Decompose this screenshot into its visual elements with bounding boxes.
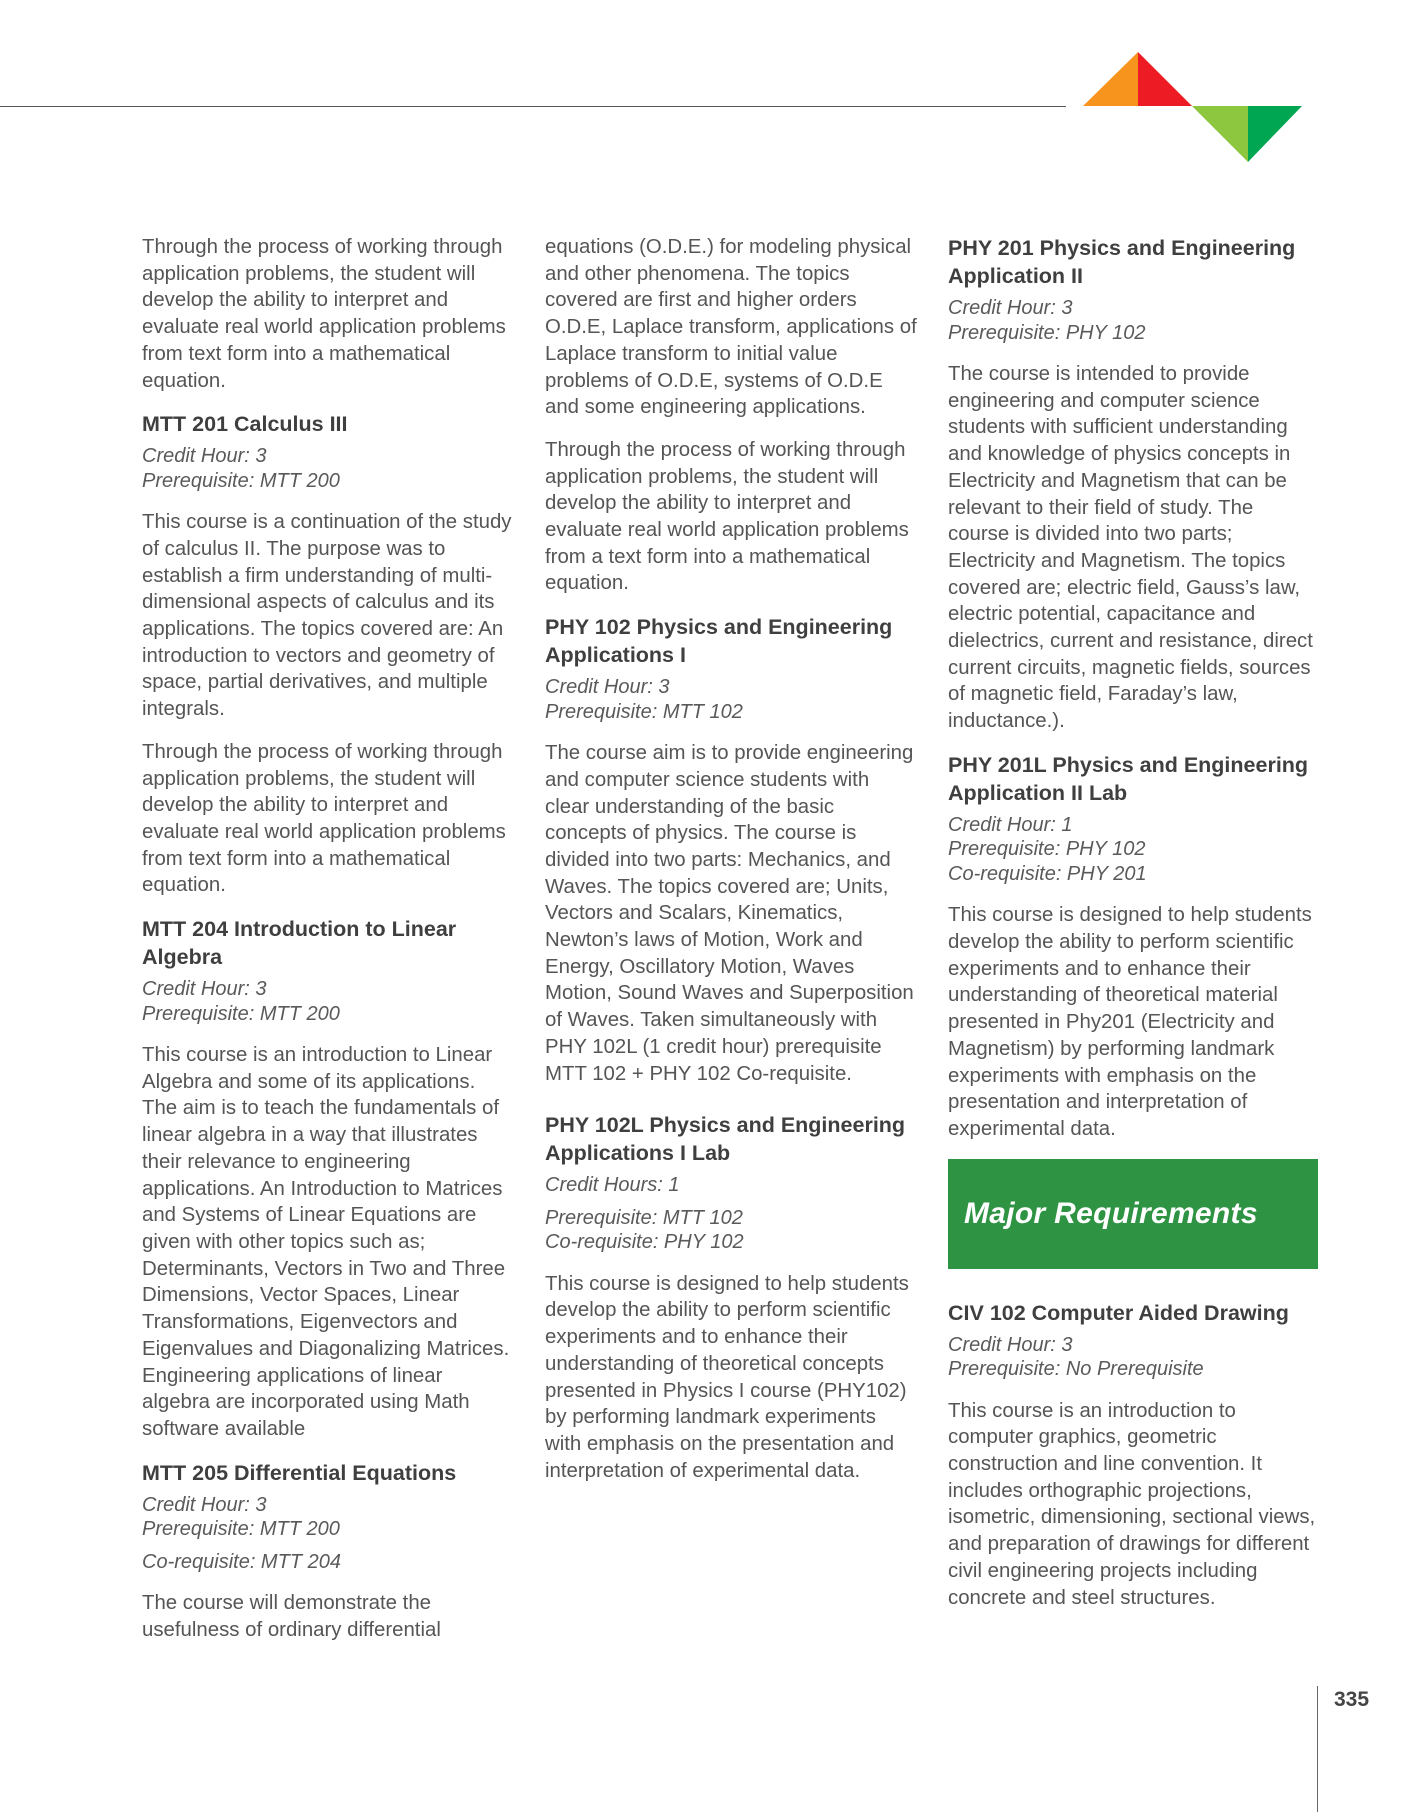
course-title-civ102: CIV 102 Computer Aided Drawing bbox=[948, 1300, 1289, 1325]
section-heading: Major Requirements bbox=[964, 1196, 1258, 1230]
corequisite: Co-requisite: PHY 102 bbox=[545, 1231, 744, 1254]
prerequisite: Prerequisite: MTT 200 bbox=[142, 1002, 340, 1025]
page-number: 335 bbox=[1334, 1688, 1370, 1711]
prerequisite: Prerequisite: MTT 102 bbox=[545, 1206, 743, 1229]
course-description: Through the process of working through application problems, the student will develop the ability to interpret and evaluate real world application problems from text form into a mathematical equation. bbox=[142, 740, 506, 897]
course-description: This course is designed to help students develop the ability to perform scientific experiments and to enhance their understanding of theoretical material presented in Phy201 (Electricity and Magnetism) by performing landmark experiments with emphasis on the presentation and interpretation of experimental data. bbox=[948, 904, 1312, 1140]
column-2 bbox=[545, 234, 917, 1500]
prerequisite: Prerequisite: PHY 102 bbox=[948, 321, 1146, 344]
course-description: This course is an introduction to computer graphics, geometric construction and line convention. It includes orthographic projections, isometric, dimensioning, sectional views, and preparation of drawings for different civil engineering projects including concrete and steel structures. bbox=[948, 1399, 1316, 1609]
course-meta bbox=[142, 1493, 514, 1542]
course-meta bbox=[142, 977, 514, 1026]
major-requirements-banner bbox=[948, 1159, 1318, 1269]
course-meta bbox=[948, 813, 1318, 887]
logo-green-triangle bbox=[1248, 106, 1302, 162]
course-title-phy102l: PHY 102L Physics and Engineering Applications I Lab bbox=[545, 1113, 906, 1166]
credit-hour: Credit Hour: 3 bbox=[142, 445, 267, 468]
course-description: This course is a continuation of the study of calculus II. The purpose was to establish a firm understanding of multi-dimensional aspects of calculus and its applications. The topics covered are: An introduction to vectors and geometry of space, partial derivatives, and multiple integrals. bbox=[142, 511, 512, 721]
triangle-logo-icon bbox=[1078, 50, 1322, 164]
logo-red-triangle bbox=[1138, 52, 1192, 106]
prerequisite: Prerequisite: MTT 102 bbox=[545, 700, 743, 723]
corequisite: Co-requisite: MTT 204 bbox=[142, 1550, 341, 1573]
course-description: The course will demonstrate the usefulness of ordinary differential bbox=[142, 1592, 441, 1641]
paragraph: Through the process of working through application problems, the student will develop the ability to interpret and evaluate real world application problems from a text form into a mathematical equation. bbox=[545, 438, 909, 595]
course-description: This course is designed to help students develop the ability to perform scientific experiments and to enhance their understanding of theoretical concepts presented in Physics I course (PHY102) by performing landmark experiments with emphasis on the presentation and interpretation of experimental data. bbox=[545, 1272, 909, 1482]
logo-orange-triangle bbox=[1083, 52, 1138, 106]
prerequisite: Prerequisite: No Prerequisite bbox=[948, 1358, 1204, 1381]
course-title-mtt201: MTT 201 Calculus III bbox=[142, 412, 348, 437]
header-rule bbox=[0, 106, 1066, 107]
course-title-mtt205: MTT 205 Differential Equations bbox=[142, 1460, 457, 1485]
column-3 bbox=[948, 234, 1318, 1627]
course-meta bbox=[545, 1206, 917, 1255]
course-meta bbox=[142, 444, 514, 493]
credit-hour: Credit Hour: 3 bbox=[142, 978, 267, 1001]
credit-hour: Credit Hour: 3 bbox=[545, 676, 670, 699]
course-title-mtt204: MTT 204 Introduction to Linear Algebra bbox=[142, 917, 457, 970]
course-description: This course is an introduction to Linear Algebra and some of its applications. The aim is to teach the fundamentals of linear algebra in a way that illustrates their relevance to engineering applications. An Introduction to Matrices and Systems of Linear Equations are given with other topics such as; Determinants, Vectors in Two and Three Dimensions, Vector Spaces, Linear Transformations, Eigenvectors and Eigenvalues and Diagonalizing Matrices. Engineering applications of linear algebra are incorporated using Math software available bbox=[142, 1044, 510, 1440]
credit-hour: Credit Hours: 1 bbox=[545, 1174, 680, 1197]
column-1 bbox=[142, 234, 514, 1660]
logo-lightgreen-triangle bbox=[1192, 106, 1248, 162]
page-number-rule bbox=[1317, 1686, 1318, 1812]
prerequisite: Prerequisite: MTT 200 bbox=[142, 469, 340, 492]
corequisite: Co-requisite: PHY 201 bbox=[948, 862, 1147, 885]
prerequisite: Prerequisite: PHY 102 bbox=[948, 838, 1146, 861]
credit-hour: Credit Hour: 3 bbox=[142, 1493, 267, 1516]
course-meta bbox=[948, 296, 1318, 345]
paragraph: equations (O.D.E.) for modeling physical and other phenomena. The topics covered are first and higher orders O.D.E, Laplace transform, applications of Laplace transform to initial value problems of O.D.E, systems of O.D.E and some engineering applications. bbox=[545, 236, 917, 419]
course-description: The course aim is to provide engineering and computer science students with clear understanding of the basic concepts of physics. The course is divided into two parts: Mechanics, and Waves. The topics covered are; Units, Vectors and Scalars, Kinematics, Newton’s laws of Motion, Work and Energy, Oscillatory Motion, Waves Motion, Sound Waves and Superposition of Waves. Taken simultaneously with PHY 102L (1 credit hour) prerequisite MTT 102 + PHY 102 Co-requisite. bbox=[545, 742, 914, 1085]
course-title-phy102: PHY 102 Physics and Engineering Applications I bbox=[545, 615, 893, 668]
prerequisite: Prerequisite: MTT 200 bbox=[142, 1518, 340, 1541]
course-title-phy201: PHY 201 Physics and Engineering Application II bbox=[948, 236, 1296, 288]
course-title-phy201l: PHY 201L Physics and Engineering Application II Lab bbox=[948, 752, 1309, 805]
credit-hour: Credit Hour: 1 bbox=[948, 813, 1073, 836]
paragraph: Through the process of working through application problems, the student will develop the ability to interpret and evaluate real world application problems from text form into a mathematical equation. bbox=[142, 236, 506, 392]
course-description: The course is intended to provide engineering and computer science students with sufficient understanding and knowledge of physics concepts in Electricity and Magnetism that can be relevant to their field of study. The course is divided into two parts; Electricity and Magnetism. The topics covered are; electric field, Gauss’s law, electric potential, capacitance and dielectrics, current and resistance, direct current circuits, magnetic fields, sources of magnetic field, Faraday’s law, inductance.). bbox=[948, 363, 1313, 733]
course-meta bbox=[545, 675, 917, 724]
course-meta bbox=[948, 1333, 1318, 1382]
credit-hour: Credit Hour: 3 bbox=[948, 297, 1073, 319]
credit-hour: Credit Hour: 3 bbox=[948, 1333, 1073, 1356]
